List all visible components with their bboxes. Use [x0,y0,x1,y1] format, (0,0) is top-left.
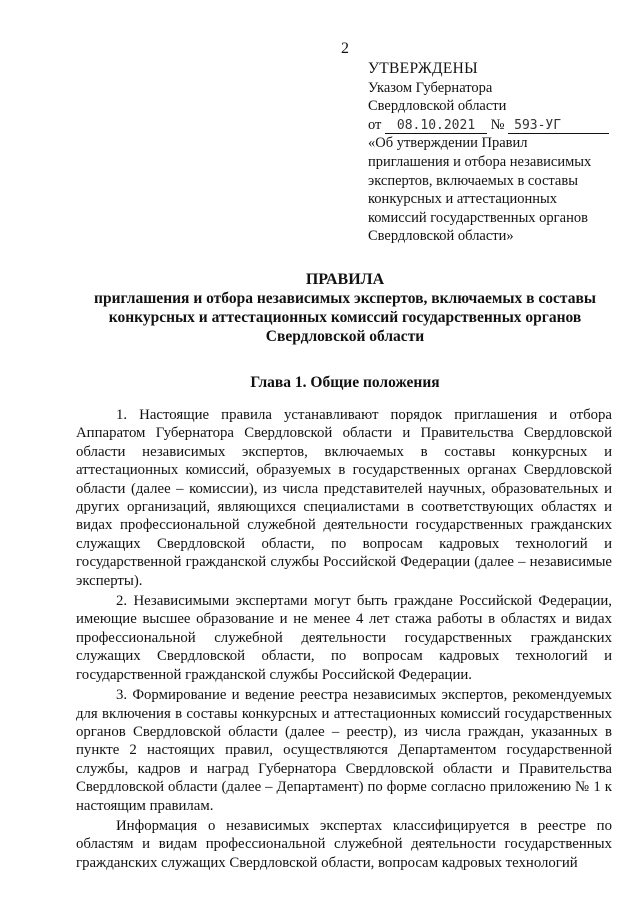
document-subtitle-line: конкурсных и аттестационных комиссий государственных органов [108,309,582,326]
paragraph: 3. Формирование и ведение реестра независимых экспертов, рекомендуемых для включения в составы конкурсных и аттестационных комиссий государственных органов Свердловской области (далее – реестр), из числа граждан, указанных в пункте 2 настоящих правил, осуществляются Департаментом государственной службы, кадров и наград Губернатора Свердловской области и Правительства Свердловской области (далее – Департамент) по форме согласно приложению № 1 к настоящим правилам. [76,687,612,814]
approval-block [368,60,628,246]
paragraph: 2. Независимыми экспертами могут быть граждане Российской Федерации, имеющие высшее образование и не менее 4 лет стажа работы в областях и видах профессиональной служебной деятельности государственных гражданских служащих Свердловской области, по вопросам кадровых технологий и государственной гражданской службы Российской Федерации. [76,593,612,683]
document-subtitle-line: приглашения и отбора независимых экспертов, включаемых в составы [94,290,596,307]
decree-title-line: конкурсных и аттестационных [368,191,558,208]
document-title: ПРАВИЛА [305,271,385,288]
document-body [76,406,612,874]
decree-reference-line [368,116,628,135]
decree-date: 08.10.2021 [385,119,487,134]
approval-line: Указом Губернатора [368,79,493,96]
decree-title-line: «Об утверждении Правил [368,135,528,152]
decree-number: 593-УГ [508,119,609,134]
document-title-block [75,270,615,346]
decree-title-line: экспертов, включаемых в составы [368,172,578,189]
decree-title-line: комиссий государственных органов [368,209,588,226]
from-label: от [368,116,382,133]
decree-title-line: Свердловской области» [368,228,514,245]
number-label: № [490,116,505,133]
decree-title-line: приглашения и отбора независимых [368,153,592,170]
paragraph: Информация о независимых экспертах классифицируется в реестре по областям и видам профессиональной служебной деятельности государственных гражданских служащих Свердловской области, вопросам кадровых технологий [76,817,612,871]
approval-line: Свердловской области [368,98,507,115]
approval-heading: УТВЕРЖДЕНЫ [368,60,478,77]
chapter-heading: Глава 1. Общие положения [250,374,440,391]
paragraph: 1. Настоящие правила устанавливают порядок приглашения и отбора Аппаратом Губернатора Свердловской области и Правительства Свердловской области независимых экспертов, включаемых в составы конкурсных и аттестационных комиссий, образуемых в государственных органах Свердловской области (далее – комиссии), из числа представителей научных, образовательных и других организаций, являющихся специалистами в соответствующих областях и видах профессиональной служебной деятельности государственных гражданских служащих Свердловской области, по вопросам кадровых технологий и государственной гражданской службы Российской Федерации (далее – независимые эксперты). [76,407,612,589]
document-subtitle-line: Свердловской области [265,328,425,345]
page-number: 2 [341,40,349,57]
